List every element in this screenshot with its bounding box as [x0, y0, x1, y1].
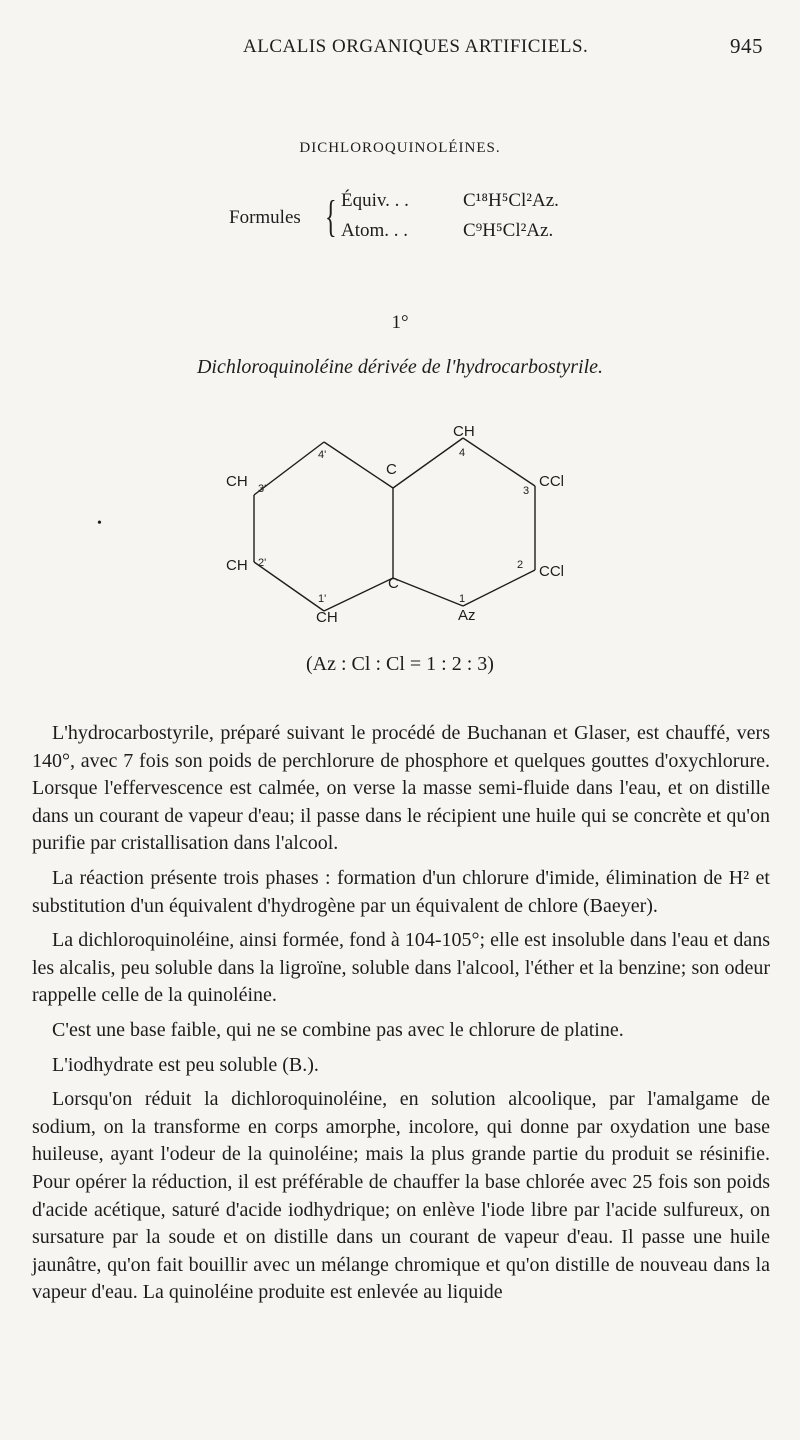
- paragraph: Lorsqu'on réduit la dichloroquinoléine, en solution alcoolique, par l'amalgame de sodium, on la transforme en corps amorphe, incolore, qui donne par oxydation une base huileuse, ayant l'odeur de la quinoléine; mais la plus grande partie du produit se résinifie. Pour opérer la réduction, il est préférable de chauffer la base chlorée avec 25 fois son poids d'acide acétique, saturé d'acide iodhydrique; on enlève l'iode libre par l'acide sulfureux, on sursature par la soude et on distille dans un courant de vapeur d'eau. Il passe une huile jaunâtre, qu'on fait bouillir avec un mélange chromique et qu'on distille de nouveau dans la vapeur d'eau. La quinoléine produite est enlevée au liquide: [32, 1088, 770, 1304]
- bond-line: [463, 438, 535, 486]
- margin-mark: •: [97, 516, 102, 531]
- atom-label-top-ch: CH: [453, 423, 475, 440]
- paragraph: C'est une base faible, qui ne se combine pas avec le chlorure de platine.: [52, 1018, 624, 1041]
- bond-line: [393, 438, 466, 488]
- atom-label-right-upper-ccl: CCl: [539, 473, 564, 490]
- bond-line: [324, 578, 393, 611]
- brace-icon: {: [325, 192, 337, 241]
- subsection-number: 1°: [391, 312, 409, 333]
- body-text: [32, 720, 770, 1314]
- atom-label-bottom-ch: CH: [316, 609, 338, 626]
- running-title: ALCALIS ORGANIQUES ARTIFICIELS.: [243, 36, 589, 57]
- paragraph: La réaction présente trois phases : formation d'un chlorure d'imide, élimination de H² et substitution d'un équivalent d'hydrogène par un équivalent de chlore (Baeyer).: [32, 866, 770, 917]
- atom-label-c-bottom: C: [388, 575, 399, 592]
- formula-atom-label: Atom. . .: [341, 220, 409, 241]
- atom-ratio: (Az : Cl : Cl = 1 : 2 : 3): [306, 653, 494, 675]
- atom-label-left-lower-ch: CH: [226, 557, 248, 574]
- bond-line: [463, 570, 535, 606]
- running-head: [0, 34, 800, 64]
- bond-line: [254, 562, 327, 611]
- position-label: 1': [318, 593, 327, 605]
- bond-line: [324, 442, 393, 488]
- formula-block: [0, 188, 800, 252]
- formula-label: Formules: [229, 207, 301, 228]
- position-label: 4: [459, 447, 466, 459]
- paragraph: L'hydrocarbostyrile, préparé suivant le procédé de Buchanan et Glaser, est chauffé, vers 140°, avec 7 fois son poids de perchlorure de phosphore et quelques gouttes d'oxychlorure. Lorsque l'effervescence est calmée, on verse la masse semi-fluide dans l'eau, et on distille dans un courant de vapeur d'eau; il passe dans le récipient une huile qui se concrète et qu'on purifie par cristallisation dans l'alcool.: [32, 722, 770, 855]
- atom-label-az: Az: [458, 607, 476, 624]
- atom-label-right-lower-ccl: CCl: [539, 563, 564, 580]
- atom-label-left-upper-ch: CH: [226, 473, 248, 490]
- paragraph: La dichloroquinoléine, ainsi formée, fond à 104-105°; elle est insoluble dans l'eau et dans les alcalis, peu soluble dans la ligroïne, soluble dans l'alcool, l'éther et la benzine; son odeur rappelle celle de la quinoléine.: [32, 929, 770, 1007]
- formula-equiv-label: Équiv. . .: [341, 190, 409, 211]
- subsection-title: Dichloroquinoléine dérivée de l'hydrocarbostyrile.: [196, 356, 604, 378]
- position-label: 2': [258, 557, 267, 569]
- structural-formula-diagram: [0, 410, 800, 650]
- paragraph: L'iodhydrate est peu soluble (B.).: [52, 1053, 319, 1076]
- section-title: DICHLOROQUINOLÉINES.: [299, 140, 501, 156]
- position-label: 3': [258, 483, 267, 495]
- formula-atom-value: C⁹H⁵Cl²Az.: [463, 220, 554, 241]
- position-label: 4': [318, 449, 327, 461]
- position-label: 1: [459, 593, 466, 605]
- atom-label-c-top: C: [386, 461, 397, 478]
- position-label: 3: [523, 485, 530, 497]
- position-label: 2: [517, 559, 524, 571]
- bond-line: [393, 578, 466, 606]
- formula-equiv-value: C¹⁸H⁵Cl²Az.: [463, 190, 559, 211]
- page-number: 945: [730, 34, 763, 58]
